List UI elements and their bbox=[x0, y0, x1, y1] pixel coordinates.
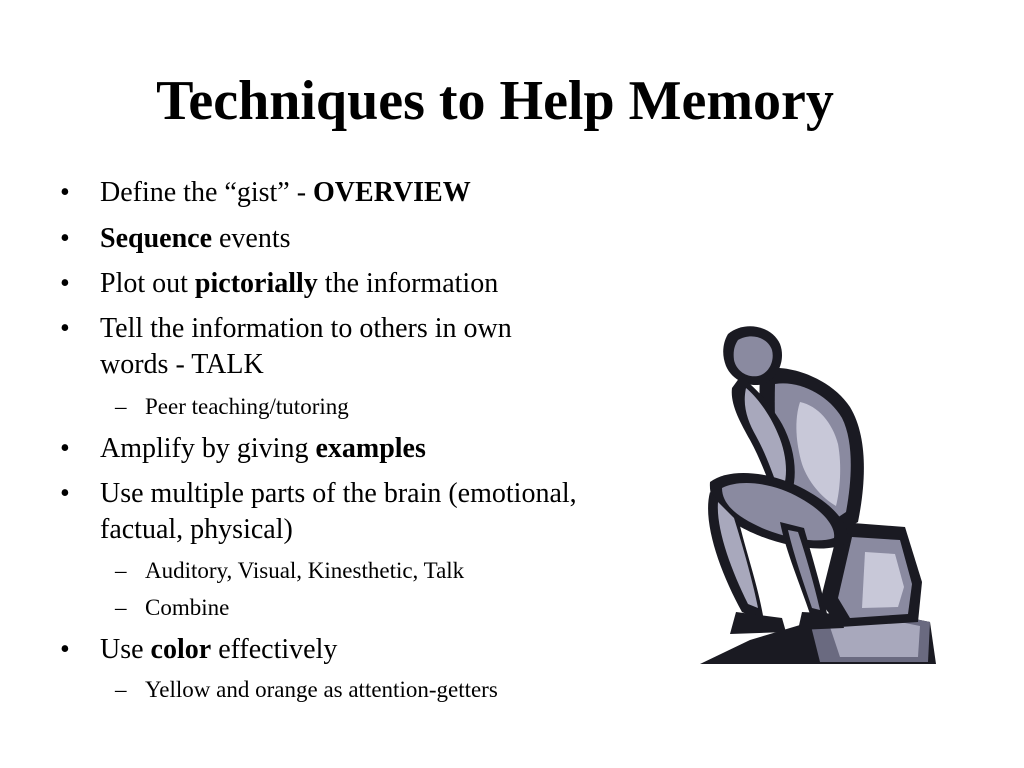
bullet-marker: • bbox=[60, 634, 70, 665]
bullet-text: Tell the information to others in own bbox=[100, 313, 512, 344]
sub-bullet-marker: – bbox=[115, 394, 127, 419]
bullet-text: Sequence events bbox=[100, 223, 291, 254]
sub-bullet-marker: – bbox=[115, 595, 127, 620]
bullet-text: Amplify by giving examples bbox=[100, 433, 426, 464]
sub-bullet-text: Combine bbox=[145, 595, 230, 620]
bullet-marker: • bbox=[60, 478, 70, 509]
thinker-statue-clipart-icon bbox=[690, 322, 940, 674]
bullet-text: Define the “gist” - OVERVIEW bbox=[100, 177, 471, 208]
bullet-marker: • bbox=[60, 268, 70, 299]
bullet-text: Use multiple parts of the brain (emotional, bbox=[100, 478, 577, 509]
bullet-marker: • bbox=[60, 223, 70, 254]
bullet-text: words - TALK bbox=[100, 349, 264, 380]
slide-title: Techniques to Help Memory bbox=[156, 70, 834, 132]
sub-bullet-text: Peer teaching/tutoring bbox=[145, 394, 349, 419]
bullet-text: Use color effectively bbox=[100, 634, 338, 665]
bullet-text: Plot out pictorially the information bbox=[100, 268, 499, 299]
bullet-marker: • bbox=[60, 433, 70, 464]
bullet-marker: • bbox=[60, 177, 70, 208]
sub-bullet-marker: – bbox=[115, 558, 127, 583]
bullet-marker: • bbox=[60, 313, 70, 344]
sub-bullet-marker: – bbox=[115, 677, 127, 702]
bullet-text: factual, physical) bbox=[100, 514, 293, 545]
sub-bullet-text: Yellow and orange as attention-getters bbox=[145, 677, 498, 702]
sub-bullet-text: Auditory, Visual, Kinesthetic, Talk bbox=[145, 558, 465, 583]
